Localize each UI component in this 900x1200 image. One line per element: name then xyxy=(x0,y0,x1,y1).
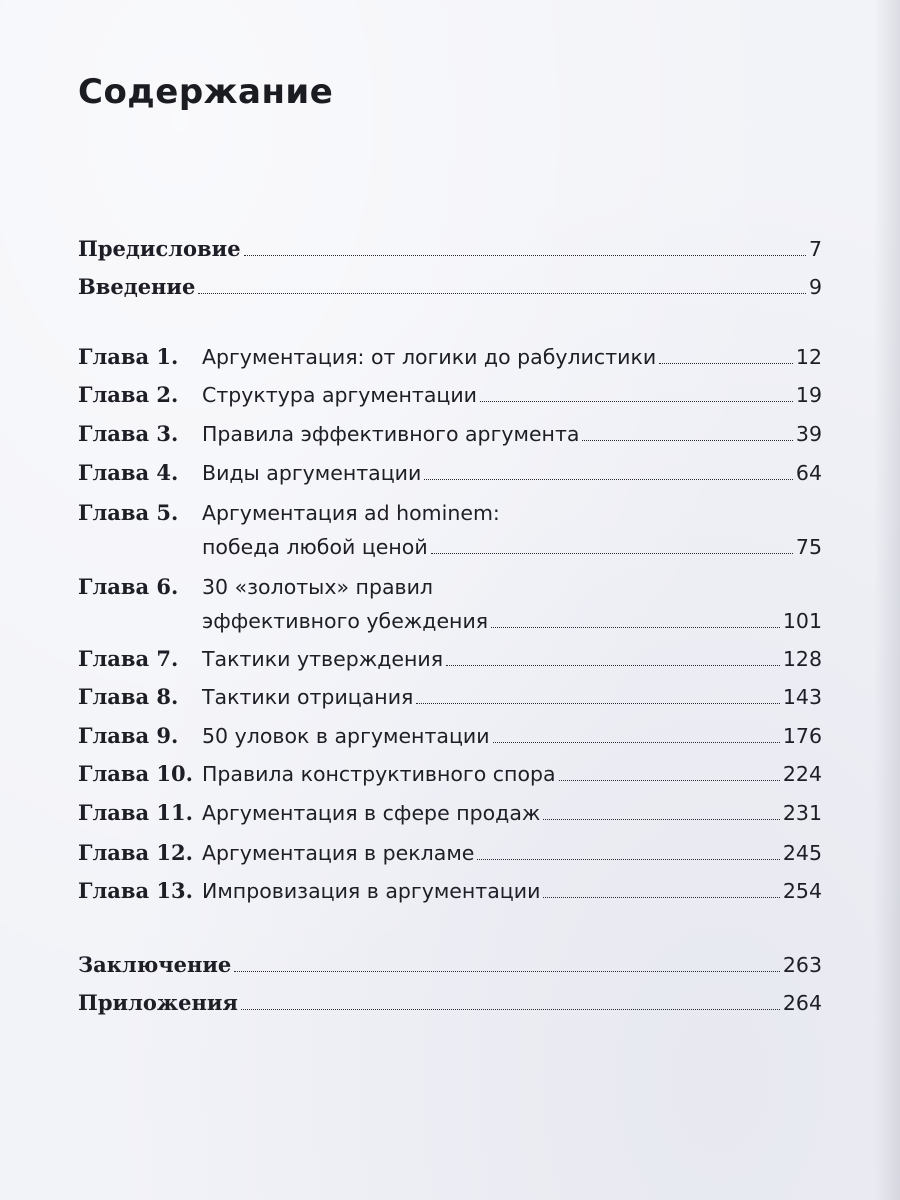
entry-page-number: 128 xyxy=(782,647,822,671)
chapter-title: Правила конструктивного спора xyxy=(202,762,556,786)
chapter-number: Глава 11. xyxy=(78,800,193,825)
chapter-number: Глава 3. xyxy=(78,421,179,446)
chapter-title-line-1: Аргументация ad hominem: xyxy=(202,501,500,525)
dot-leader xyxy=(198,293,806,294)
toc-entry-chapter-9 xyxy=(78,719,822,753)
entry-title: Введение xyxy=(78,274,196,299)
chapter-title: Аргументация: от логики до рабулистики xyxy=(202,345,657,369)
entry-page-number: 231 xyxy=(782,801,822,825)
chapter-number: Глава 12. xyxy=(78,840,193,865)
chapter-title: Правила эффективного аргумента xyxy=(202,422,580,446)
entry-title: Приложения xyxy=(78,990,238,1015)
chapter-title: Импровизация в аргументации xyxy=(202,879,541,903)
toc-entry-chapter-5 xyxy=(78,496,822,564)
dot-leader xyxy=(559,780,780,781)
page-fold-shadow xyxy=(874,0,900,1200)
dot-leader xyxy=(477,859,779,860)
entry-page-number: 12 xyxy=(795,345,822,369)
toc-entry-chapter-12 xyxy=(78,836,822,870)
entry-page-number: 143 xyxy=(782,685,822,709)
page-title: Содержание xyxy=(78,72,334,112)
dot-leader xyxy=(234,971,780,972)
toc-entry-chapter-4 xyxy=(78,456,822,490)
entry-page-number: 64 xyxy=(795,461,822,485)
dot-leader xyxy=(543,819,779,820)
chapter-title-line-2: победа любой ценой xyxy=(202,535,428,559)
toc-entry-preface xyxy=(78,232,822,266)
dot-leader xyxy=(493,742,780,743)
toc-entry-chapter-11 xyxy=(78,796,822,830)
chapter-title: Аргументация в сфере продаж xyxy=(202,801,541,825)
entry-page-number: 263 xyxy=(782,953,822,977)
entry-page-number: 176 xyxy=(782,724,822,748)
toc-entry-conclusion xyxy=(78,948,822,982)
dot-leader xyxy=(543,897,779,898)
toc-entry-chapter-13 xyxy=(78,874,822,908)
entry-title: Предисловие xyxy=(78,236,241,261)
chapter-number: Глава 6. xyxy=(78,574,179,599)
dot-leader xyxy=(431,553,793,554)
chapter-title: Структура аргументации xyxy=(202,383,478,407)
toc-entry-chapter-10 xyxy=(78,757,822,791)
chapter-title: 50 уловок в аргументации xyxy=(202,724,490,748)
entry-title: Заключение xyxy=(78,952,232,977)
dot-leader xyxy=(416,703,780,704)
chapter-title: Виды аргументации xyxy=(202,461,422,485)
dot-leader xyxy=(491,627,780,628)
chapter-title: Тактики отрицания xyxy=(202,685,414,709)
dot-leader xyxy=(244,255,806,256)
chapter-number: Глава 13. xyxy=(78,878,193,903)
dot-leader xyxy=(241,1009,780,1010)
toc-entry-chapter-8 xyxy=(78,680,822,714)
toc-entry-chapter-2 xyxy=(78,378,822,412)
chapter-number: Глава 4. xyxy=(78,460,179,485)
chapter-title-line-1: 30 «золотых» правил xyxy=(202,575,434,599)
toc-entry-introduction xyxy=(78,270,822,304)
chapter-number: Глава 7. xyxy=(78,646,179,671)
chapter-title-line-2: эффективного убеждения xyxy=(202,609,489,633)
chapter-number: Глава 5. xyxy=(78,500,179,525)
chapter-number: Глава 1. xyxy=(78,344,179,369)
entry-page-number: 245 xyxy=(782,841,822,865)
entry-page-number: 39 xyxy=(795,422,822,446)
toc-entry-chapter-6 xyxy=(78,570,822,638)
toc-entry-chapter-3 xyxy=(78,417,822,451)
toc-entry-chapter-7 xyxy=(78,642,822,676)
toc-entry-appendices xyxy=(78,986,822,1020)
entry-page-number: 75 xyxy=(795,535,822,559)
entry-page-number: 19 xyxy=(795,383,822,407)
entry-page-number: 101 xyxy=(782,609,822,633)
entry-page-number: 224 xyxy=(782,762,822,786)
dot-leader xyxy=(582,440,792,441)
toc-entry-chapter-1 xyxy=(78,340,822,374)
dot-leader xyxy=(446,665,780,666)
chapter-number: Глава 10. xyxy=(78,761,193,786)
entry-page-number: 7 xyxy=(808,237,822,261)
dot-leader xyxy=(659,363,793,364)
chapter-title: Тактики утверждения xyxy=(202,647,444,671)
chapter-number: Глава 2. xyxy=(78,382,179,407)
dot-leader xyxy=(480,401,793,402)
entry-page-number: 9 xyxy=(808,275,822,299)
chapter-number: Глава 8. xyxy=(78,684,179,709)
entry-page-number: 254 xyxy=(782,879,822,903)
chapter-title: Аргументация в рекламе xyxy=(202,841,475,865)
dot-leader xyxy=(424,479,793,480)
entry-page-number: 264 xyxy=(782,991,822,1015)
chapter-number: Глава 9. xyxy=(78,723,179,748)
